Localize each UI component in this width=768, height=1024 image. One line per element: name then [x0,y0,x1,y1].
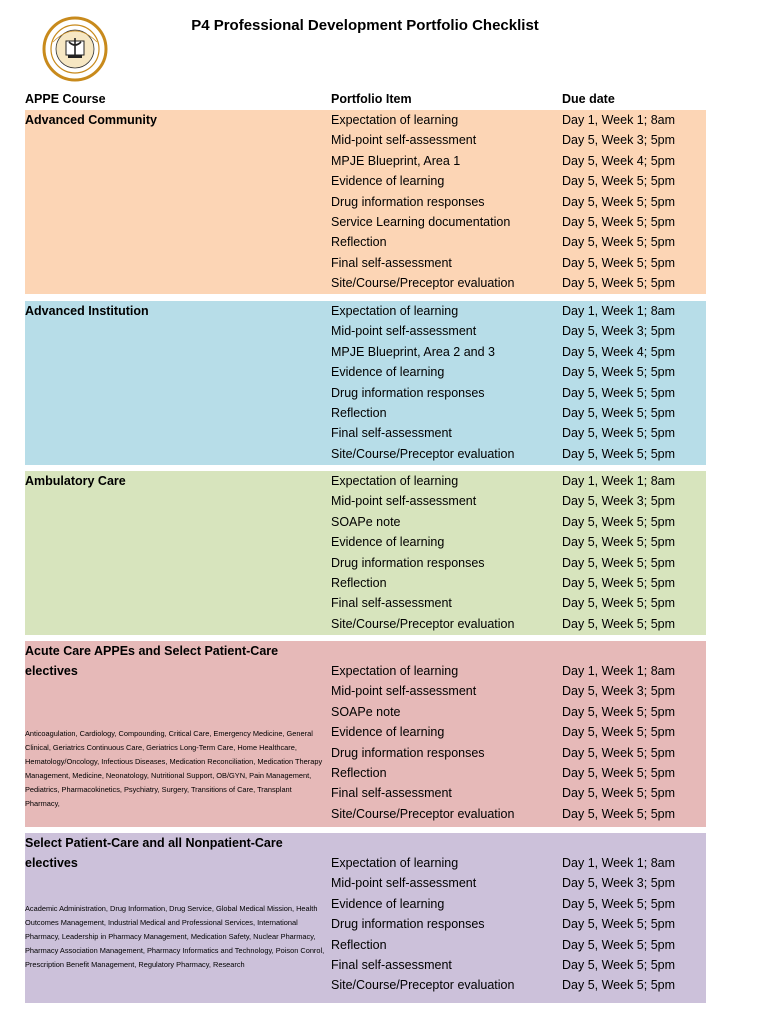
portfolio-item: Evidence of learning [331,174,445,189]
due-date: Day 5, Week 5; 5pm [562,235,676,250]
portfolio-item: Drug information responses [331,194,485,209]
due-date: Day 5, Week 5; 5pm [562,194,676,209]
portfolio-item: Mid-point self-assessment [331,494,477,509]
due-date: Day 1, Week 1; 8am [562,856,676,870]
portfolio-item: Drug information responses [331,745,485,760]
portfolio-item: Mid-point self-assessment [331,684,477,699]
portfolio-item: Final self-assessment [331,957,452,972]
course-name: Advanced Community [25,113,157,127]
portfolio-item: Final self-assessment [331,426,452,441]
portfolio-item: Site/Course/Preceptor evaluation [331,978,515,993]
due-date: Day 5, Week 3; 5pm [562,324,676,339]
due-date: Day 5, Week 5; 5pm [562,725,676,740]
portfolio-item: Expectation of learning [331,856,459,870]
portfolio-item: SOAPe note [331,514,401,529]
portfolio-item: Expectation of learning [331,113,459,127]
portfolio-item: Evidence of learning [331,896,445,911]
due-date: Day 5, Week 3; 5pm [562,494,676,509]
portfolio-item: Drug information responses [331,385,485,400]
due-date: Day 5, Week 4; 5pm [562,344,676,359]
due-date: Day 5, Week 5; 5pm [562,535,676,550]
due-date: Day 5, Week 5; 5pm [562,937,676,952]
header-portfolio-item: Portfolio Item [331,92,412,106]
portfolio-item: Reflection [331,765,387,780]
due-date: Day 1, Week 1; 8am [562,664,676,678]
portfolio-item: Drug information responses [331,555,485,570]
due-date: Day 5, Week 5; 5pm [562,786,676,801]
section-advanced-community [25,110,706,294]
portfolio-item: Final self-assessment [331,255,452,270]
due-date: Day 5, Week 5; 5pm [562,214,676,229]
course-name: Advanced Institution [25,304,149,318]
due-date: Day 5, Week 5; 5pm [562,446,676,461]
portfolio-item: Mid-point self-assessment [331,876,477,891]
portfolio-item: MPJE Blueprint, Area 1 [331,153,461,168]
section-advanced-institution [25,301,706,465]
due-date: Day 5, Week 5; 5pm [562,426,676,441]
due-date: Day 1, Week 1; 8am [562,474,676,488]
due-date: Day 5, Week 5; 5pm [562,514,676,529]
due-date: Day 5, Week 5; 5pm [562,255,676,270]
due-date: Day 5, Week 3; 5pm [562,876,676,891]
section-select-nonpatient-care [25,833,706,1003]
due-date: Day 5, Week 5; 5pm [562,957,676,972]
portfolio-item: Reflection [331,235,387,250]
portfolio-item: SOAPe note [331,704,401,719]
portfolio-item: Service Learning documentation [331,214,511,229]
portfolio-item: Expectation of learning [331,304,459,318]
due-date: Day 5, Week 5; 5pm [562,745,676,760]
due-date: Day 5, Week 5; 5pm [562,365,676,380]
column-header-row [25,92,706,109]
due-date: Day 5, Week 5; 5pm [562,596,676,611]
course-name: Ambulatory Care [25,474,126,488]
due-date: Day 1, Week 1; 8am [562,113,676,127]
due-date: Day 5, Week 4; 5pm [562,153,676,168]
due-date: Day 5, Week 3; 5pm [562,684,676,699]
portfolio-item: Reflection [331,575,387,590]
portfolio-item: Site/Course/Preceptor evaluation [331,616,515,631]
due-date: Day 5, Week 5; 5pm [562,704,676,719]
due-date: Day 5, Week 5; 5pm [562,385,676,400]
due-date: Day 5, Week 5; 5pm [562,555,676,570]
portfolio-item: Final self-assessment [331,786,452,801]
elective-list: Anticoagulation, Cardiology, Compounding, Critical Care, Emergency Medicine, General Clinical, Geriatrics Continuous Care, Geriatrics Long-Term Care, Home Healthcare, Hematology/Oncology, Infectious Diseases, Medication Reconciliation, Medication Therapy Management, Medicine, Neonatology, Nutritional Support, OB/GYN, Pain Management, Pediatrics, Pharmacokinetics, Psychiatry, Surgery, Transitions of Care, Transplant Pharmacy, [25,729,323,809]
portfolio-item: Final self-assessment [331,596,452,611]
portfolio-item: Site/Course/Preceptor evaluation [331,806,515,821]
due-date: Day 5, Week 5; 5pm [562,405,676,420]
due-date: Day 5, Week 5; 5pm [562,765,676,780]
page-title: P4 Professional Development Portfolio Checklist [191,17,539,34]
due-date: Day 5, Week 5; 5pm [562,978,676,993]
due-date: Day 5, Week 3; 5pm [562,133,676,148]
portfolio-item: Mid-point self-assessment [331,133,477,148]
portfolio-item: Site/Course/Preceptor evaluation [331,446,515,461]
due-date: Day 5, Week 5; 5pm [562,276,676,291]
section-acute-care [25,641,706,827]
elective-list: Academic Administration, Drug Information, Drug Service, Global Medical Mission, Health Outcomes Management, Industrial Medical and Professional Services, International Pharmacy, Leadership in Pharmacy Management, Medication Safety, Nuclear Pharmacy, Pharmacy Association Management, Pharmacy Informatics and Technology, Poison Conrol, Prescription Benefit Management, Regulatory Pharmacy, Research [25,904,325,970]
due-date: Day 5, Week 5; 5pm [562,806,676,821]
course-name: Acute Care APPEs and Select Patient-Care electives [25,644,279,679]
portfolio-item: Evidence of learning [331,365,445,380]
portfolio-item: MPJE Blueprint, Area 2 and 3 [331,344,495,359]
portfolio-item: Mid-point self-assessment [331,324,477,339]
portfolio-item: Reflection [331,405,387,420]
portfolio-item: Reflection [331,937,387,952]
portfolio-item: Site/Course/Preceptor evaluation [331,276,515,291]
portfolio-item: Expectation of learning [331,474,459,488]
course-name: Select Patient-Care and all Nonpatient-Care electives [25,836,283,871]
portfolio-item: Evidence of learning [331,725,445,740]
due-date: Day 5, Week 5; 5pm [562,616,676,631]
due-date: Day 1, Week 1; 8am [562,304,676,318]
header-appe-course: APPE Course [25,92,106,106]
due-date: Day 5, Week 5; 5pm [562,917,676,932]
due-date: Day 5, Week 5; 5pm [562,575,676,590]
portfolio-item: Expectation of learning [331,664,459,678]
portfolio-item: Drug information responses [331,917,485,932]
due-date: Day 5, Week 5; 5pm [562,174,676,189]
header-due-date: Due date [562,92,615,106]
section-ambulatory-care [25,471,706,635]
portfolio-item: Evidence of learning [331,535,445,550]
due-date: Day 5, Week 5; 5pm [562,896,676,911]
